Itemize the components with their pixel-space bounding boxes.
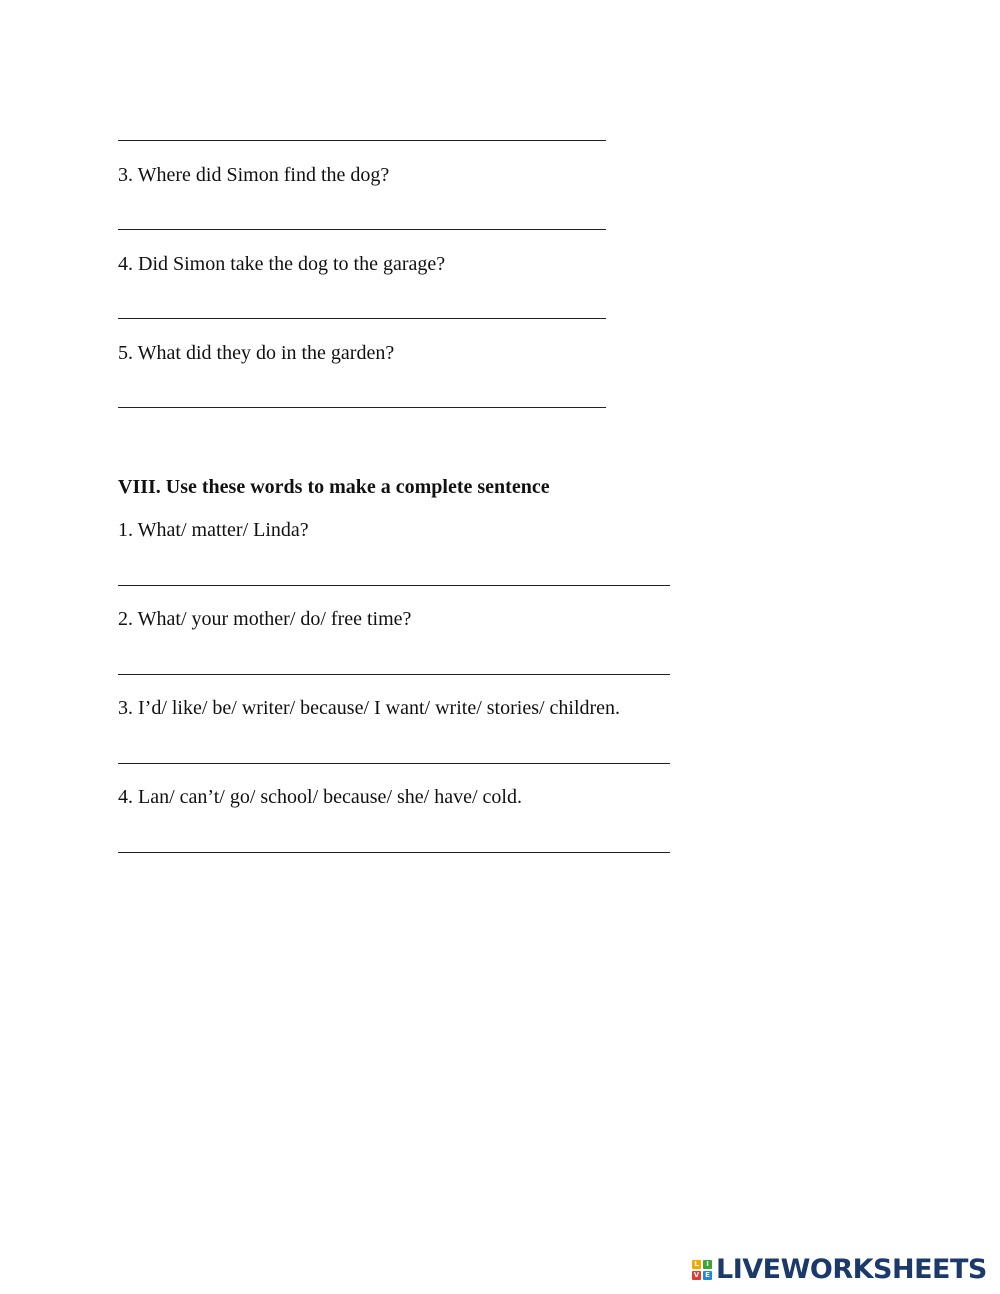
answer-line[interactable]	[118, 674, 670, 675]
logo-text: LIVEWORKSHEETS	[716, 1254, 987, 1285]
answer-line[interactable]	[118, 318, 606, 319]
logo-mark-letter: E	[703, 1271, 712, 1280]
answer-line[interactable]	[118, 140, 606, 141]
section-heading: VIII. Use these words to make a complete sentence	[118, 476, 550, 498]
prompt-2: 2. What/ your mother/ do/ free time?	[118, 608, 412, 630]
liveworksheets-logo	[692, 1254, 987, 1286]
logo-mark-letter: I	[703, 1260, 712, 1269]
logo-mark-letter: V	[693, 1271, 700, 1279]
answer-line[interactable]	[118, 407, 606, 408]
question-3: 3. Where did Simon find the dog?	[118, 164, 390, 186]
logo-mark-icon	[692, 1260, 712, 1280]
answer-line[interactable]	[118, 852, 670, 853]
question-5: 5. What did they do in the garden?	[118, 342, 395, 364]
question-4: 4. Did Simon take the dog to the garage?	[118, 253, 446, 275]
answer-line[interactable]	[118, 763, 670, 764]
prompt-3: 3. I’d/ like/ be/ writer/ because/ I want/ write/ stories/ children.	[118, 697, 621, 719]
logo-mark-letter: L	[692, 1260, 701, 1269]
answer-line[interactable]	[118, 585, 670, 586]
prompt-4: 4. Lan/ can’t/ go/ school/ because/ she/ have/ cold.	[118, 786, 522, 808]
answer-line[interactable]	[118, 229, 606, 230]
prompt-1: 1. What/ matter/ Linda?	[118, 519, 309, 541]
